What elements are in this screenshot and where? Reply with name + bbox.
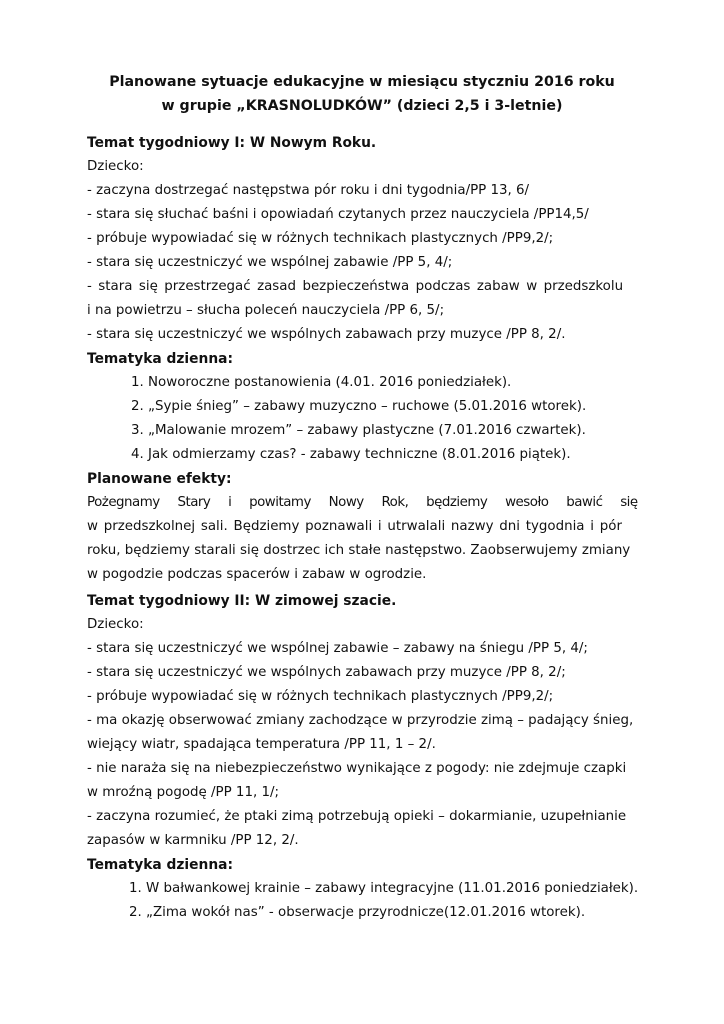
week-1-effects-heading: Planowane efekty: [87, 471, 232, 487]
week-2-goal: w mroźną pogodę /PP 11, 1/; [87, 785, 280, 800]
week-1-heading: Temat tygodniowy I: W Nowym Roku. [87, 135, 377, 151]
week-1-goal: - stara się słuchać baśni i opowiadań czytanych przez nauczyciela /PP14,5/ [87, 207, 589, 222]
week-1-daily-item: 4. Jak odmierzamy czas? - zabawy techniczne (8.01.2016 piątek). [131, 447, 571, 462]
week-1-section [87, 131, 639, 587]
week-1-goal: i na powietrzu – słucha poleceń nauczyciela /PP 6, 5/; [87, 303, 445, 318]
week-2-goal: - próbuje wypowiadać się w różnych technikach plastycznych /PP9,2/; [87, 689, 554, 704]
week-1-effects-line: Pożegnamy Stary i powitamy Nowy Rok, będziemy wesoło bawić się [87, 495, 638, 510]
week-2-goal: - ma okazję obserwować zmiany zachodzące w przyrodzie zimą – padający śnieg, [87, 713, 634, 728]
week-2-goal: - zaczyna rozumieć, że ptaki zimą potrzebują opieki – dokarmianie, uzupełnianie [87, 809, 627, 824]
week-1-daily-heading: Tematyka dzienna: [87, 351, 233, 367]
week-2-daily-item: 2. „Zima wokół nas” - obserwacje przyrodnicze(12.01.2016 wtorek). [129, 905, 586, 920]
week-2-daily-item: 1. W bałwankowej krainie – zabawy integracyjne (11.01.2016 poniedziałek). [129, 881, 639, 896]
week-2-goal: zapasów w karmniku /PP 12, 2/. [87, 833, 299, 848]
week-1-daily-item: 3. „Malowanie mrozem” – zabawy plastyczne (7.01.2016 czwartek). [131, 423, 586, 438]
week-1-goal: - zaczyna dostrzegać następstwa pór roku i dni tygodnia/PP 13, 6/ [87, 183, 530, 198]
week-2-daily-heading: Tematyka dzienna: [87, 857, 233, 873]
week-1-daily-item: 2. „Sypie śnieg” – zabawy muzyczno – ruchowe (5.01.2016 wtorek). [131, 399, 587, 414]
week-1-effects-line: w pogodzie podczas spacerów i zabaw w ogrodzie. [87, 567, 427, 582]
week-2-child-label: Dziecko: [87, 617, 144, 632]
week-2-goal: - stara się uczestniczyć we wspólnych zabawach przy muzyce /PP 8, 2/; [87, 665, 566, 680]
week-1-daily-item: 1. Noworoczne postanowienia (4.01. 2016 poniedziałek). [131, 375, 512, 390]
week-2-goal: - nie naraża się na niebezpieczeństwo wynikające z pogody: nie zdejmuje czapki [87, 761, 627, 776]
week-1-goal: - stara się uczestniczyć we wspólnej zabawie /PP 5, 4/; [87, 255, 453, 270]
week-2-heading: Temat tygodniowy II: W zimowej szacie. [87, 593, 397, 609]
week-1-child-label: Dziecko: [87, 159, 144, 174]
week-1-goal: - stara się uczestniczyć we wspólnych zabawach przy muzyce /PP 8, 2/. [87, 327, 566, 342]
week-1-goal: - stara się przestrzegać zasad bezpieczeństwa podczas zabaw w przedszkolu [87, 279, 624, 294]
document-title-line-2: w grupie „KRASNOLUDKÓW” (dzieci 2,5 i 3-letnie) [161, 98, 563, 114]
document-title-line-1: Planowane sytuacje edukacyjne w miesiącu styczniu 2016 roku [109, 74, 615, 90]
week-2-goal: - stara się uczestniczyć we wspólnej zabawie – zabawy na śniegu /PP 5, 4/; [87, 641, 588, 656]
week-2-section [87, 589, 639, 925]
week-1-effects-line: w przedszkolnej sali. Będziemy poznawali i utrwalali nazwy dni tygodnia i pór [87, 519, 622, 534]
week-1-goal: - próbuje wypowiadać się w różnych technikach plastycznych /PP9,2/; [87, 231, 554, 246]
week-2-goal: wiejący wiatr, spadająca temperatura /PP 11, 1 – 2/. [87, 737, 436, 752]
week-1-effects-line: roku, będziemy starali się dostrzec ich stałe następstwo. Zaobserwujemy zmiany [87, 543, 631, 558]
